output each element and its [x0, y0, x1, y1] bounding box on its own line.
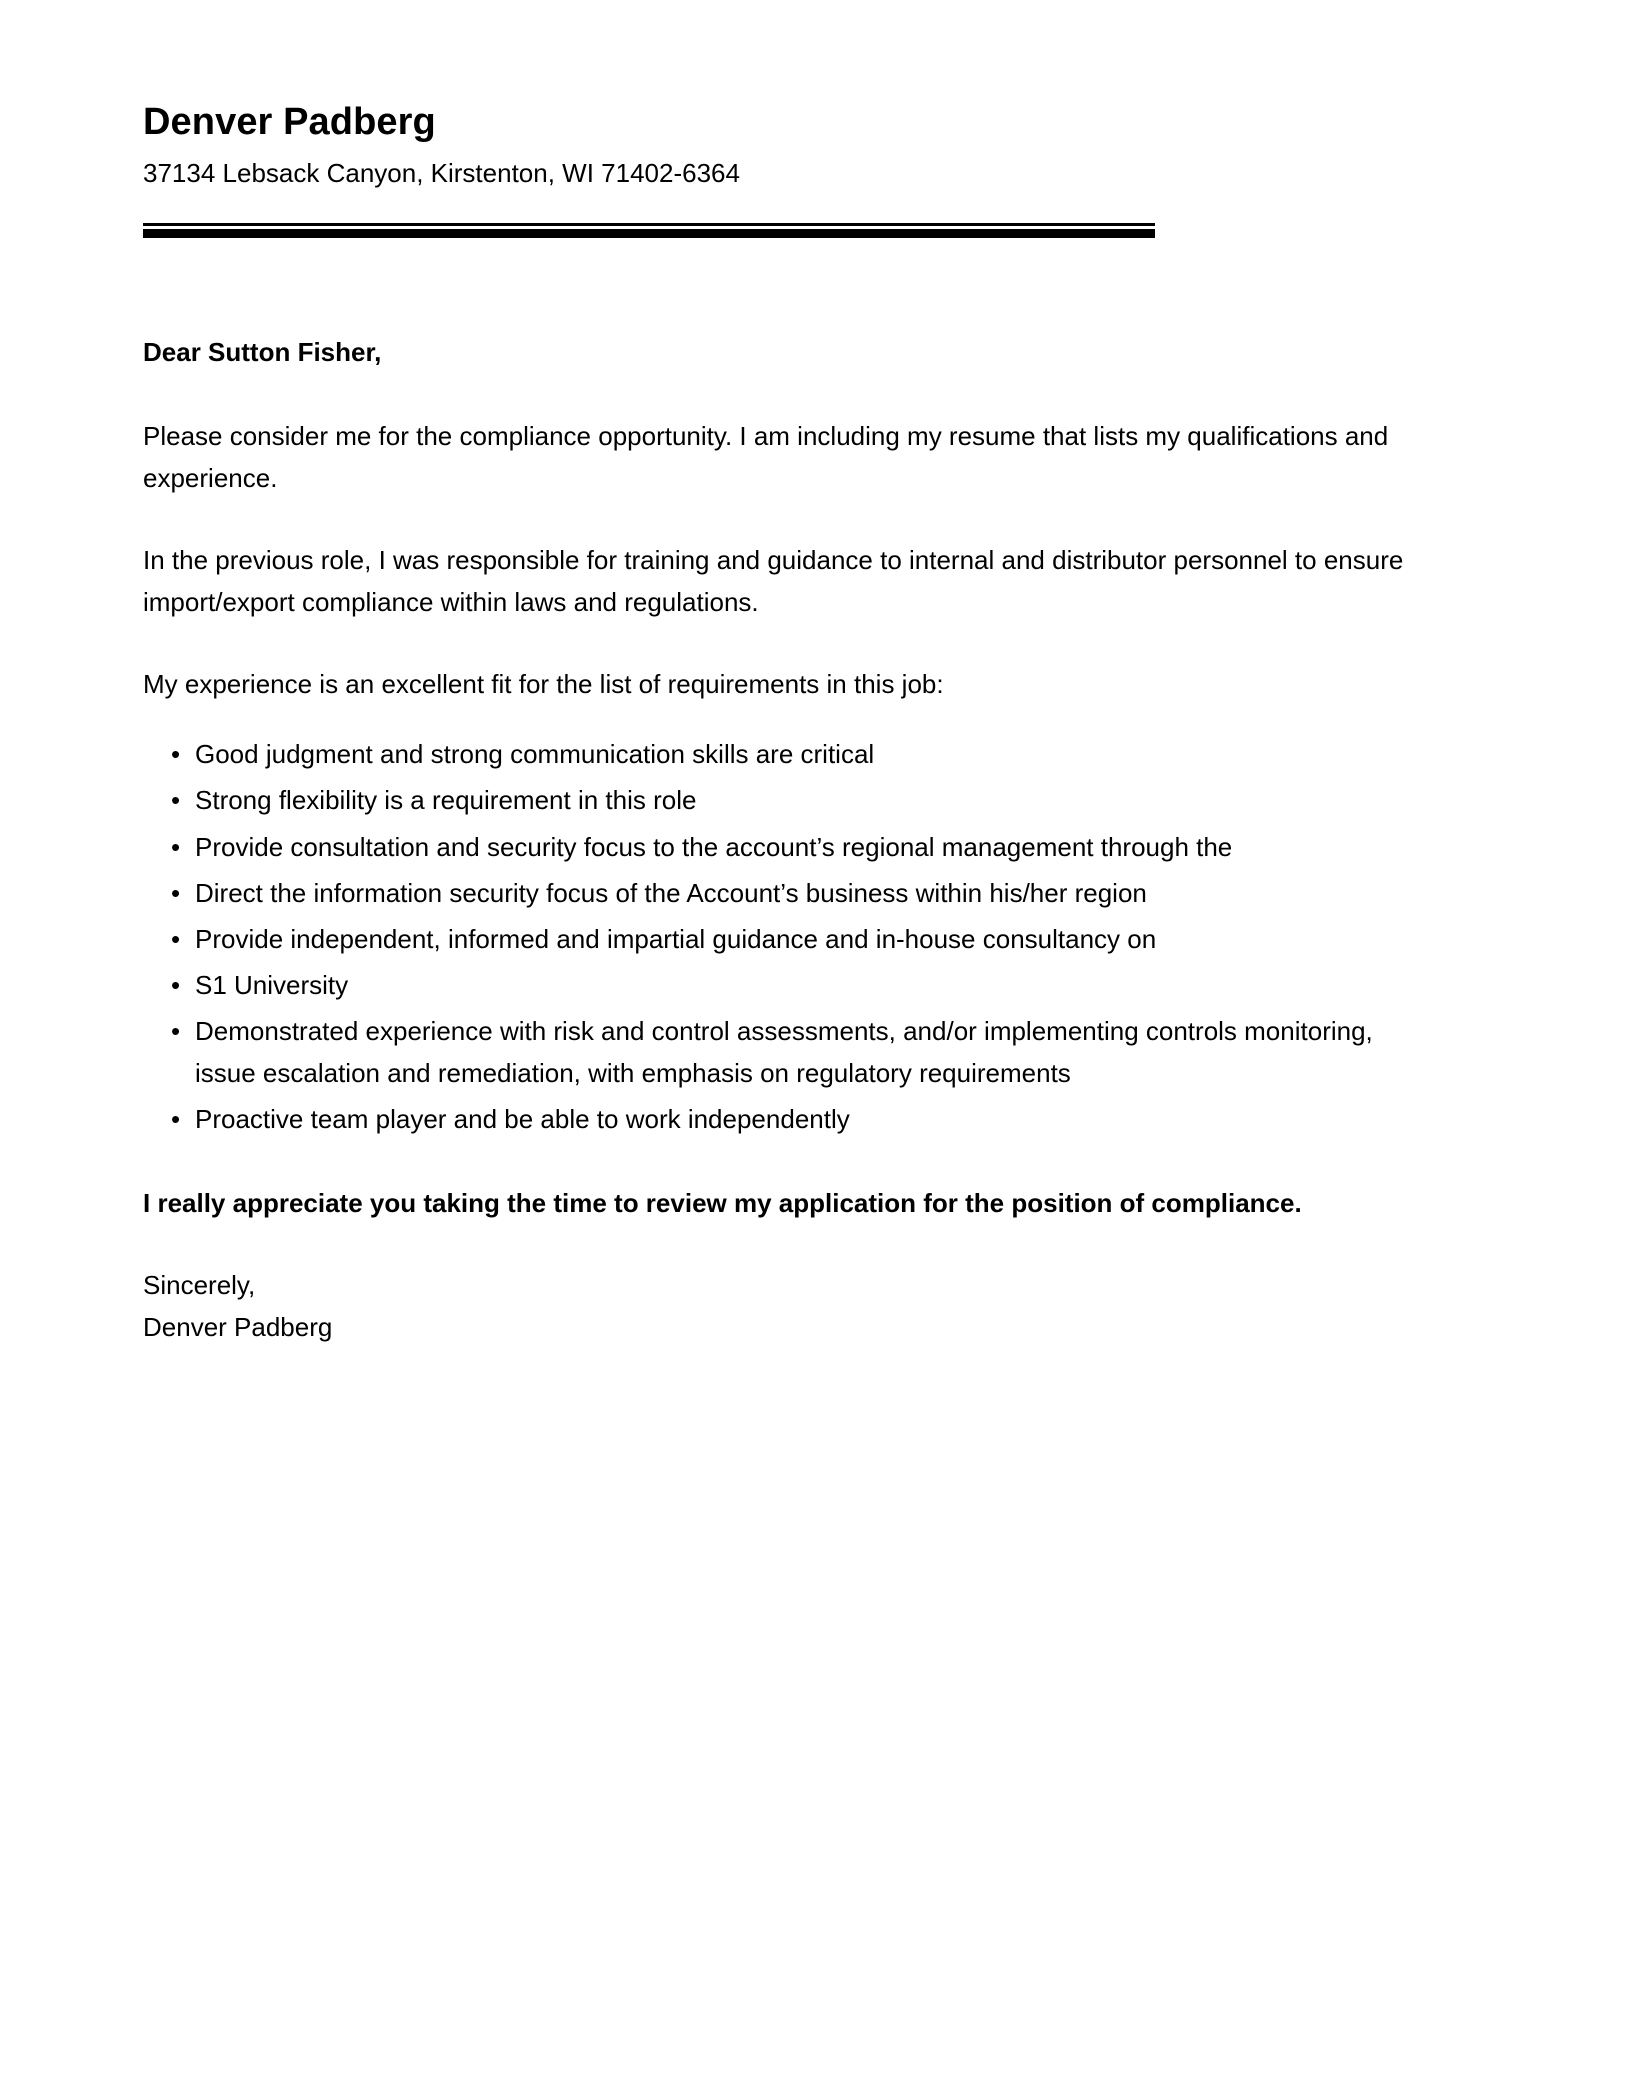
list-item: • S1 University: [143, 964, 1425, 1006]
signoff: Sincerely,: [143, 1270, 256, 1301]
sender-address: 37134 Lebsack Canyon, Kirstenton, WI 71402-6364: [143, 157, 740, 188]
list-item: • Provide consultation and security focus to the account’s regional management through the: [143, 826, 1425, 868]
requirements-intro: My experience is an excellent fit for the list of requirements in this job:: [143, 669, 944, 700]
salutation: Dear Sutton Fisher,: [143, 336, 382, 367]
signature-block: [143, 1264, 1463, 1348]
sender-name: Denver Padberg: [143, 101, 436, 143]
letter-body: [143, 331, 1463, 1349]
body-paragraph-1: Please consider me for the compliance opportunity. I am including my resume that lists my qualifications and experience.: [143, 420, 1389, 493]
header-divider: [143, 223, 1155, 238]
requirements-list: [143, 733, 1463, 1140]
list-item: • Strong flexibility is a requirement in this role: [143, 779, 1425, 821]
body-paragraph-2: In the previous role, I was responsible for training and guidance to internal and distributor personnel to ensure import/export compliance within laws and regulations.: [143, 544, 1404, 618]
letterhead: [143, 0, 1463, 191]
document-content: [143, 0, 1463, 1349]
list-item: • Direct the information security focus of the Account’s business within his/her region: [143, 872, 1425, 914]
list-item: • Provide independent, informed and impartial guidance and in-house consultancy on: [143, 918, 1425, 960]
divider-thick-rule: [143, 229, 1155, 238]
list-item: • Proactive team player and be able to work independently: [143, 1098, 1425, 1140]
list-item: • Demonstrated experience with risk and control assessments, and/or implementing controls monitoring, issue escalation and remediation, with emphasis on regulatory requirements: [143, 1010, 1425, 1094]
closing-statement: I really appreciate you taking the time to review my application for the position of compliance.: [143, 1188, 1302, 1219]
signature-name: Denver Padberg: [143, 1312, 333, 1343]
list-item: • Good judgment and strong communication skills are critical: [143, 733, 1425, 775]
